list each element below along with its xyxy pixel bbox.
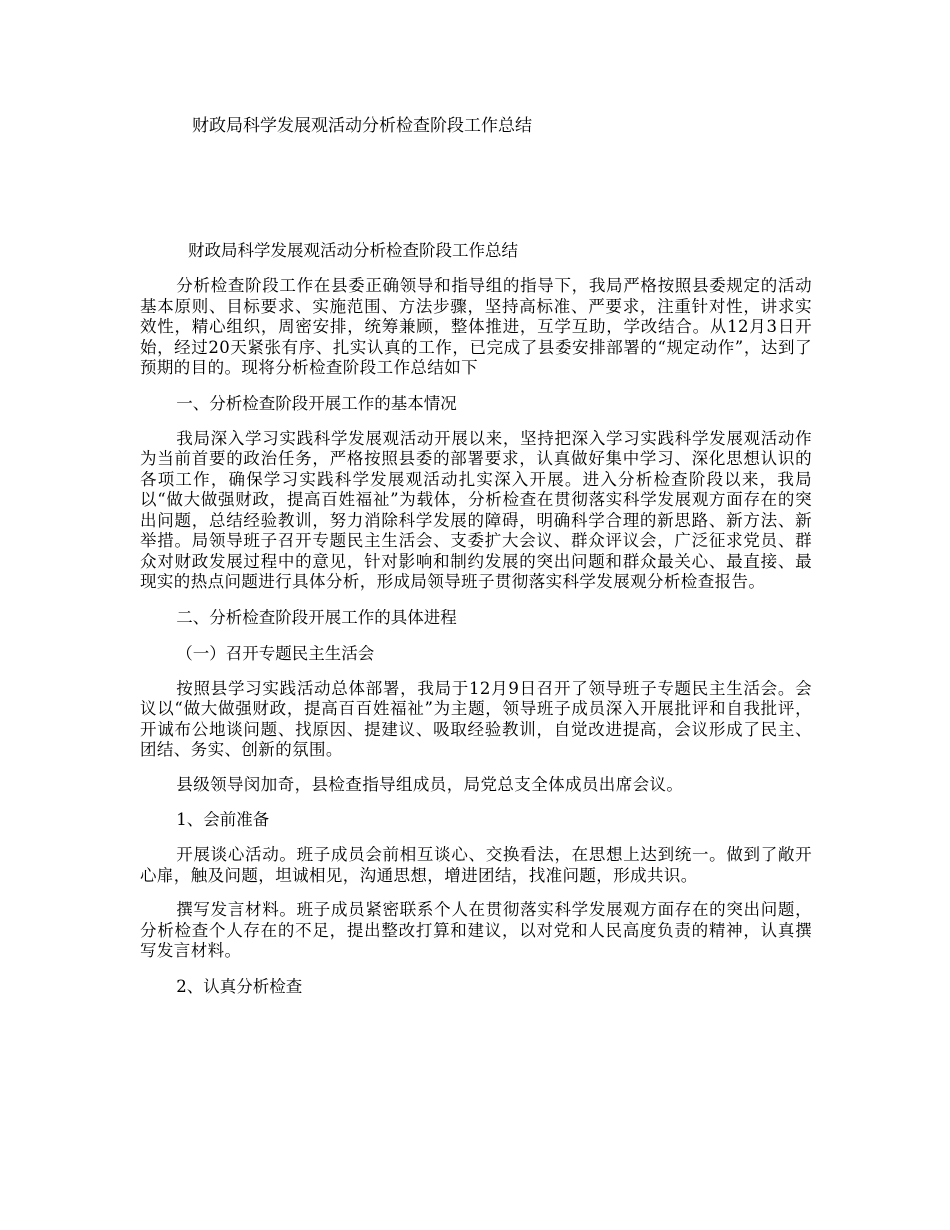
paragraph-intro: 分析检查阶段工作在县委正确领导和指导组的指导下，我局严格按照县委规定的活动基本原则、目标要求、实施范围、方法步骤，坚持高标准、严要求，注重针对性，讲求实效性，精心组织，周密安排，统筹兼顾，整体推进，互学互助，学改结合。从12月3日开始，经过20天紧张有序、扎实认真的工作，已完成了县委安排部署的“规定动作”，达到了预期的目的。现将分析检查阶段工作总结如下	[140, 276, 812, 377]
section-heading-1: 一、分析检查阶段开展工作的基本情况	[176, 393, 457, 413]
section-heading-2: 二、分析检查阶段开展工作的具体进程	[176, 607, 457, 627]
paragraph-talks: 开展谈心活动。班子成员会前相互谈心、交换看法，在思想上达到统一。做到了敞开心扉，触及问题，坦诚相见，沟通思想，增进团结，找准问题，形成共识。	[140, 845, 812, 885]
paragraph-attendees: 县级领导闵加奇，县检查指导组成员，局党总支全体成员出席会议。	[176, 774, 684, 794]
document-title: 财政局科学发展观活动分析检查阶段工作总结	[192, 116, 532, 136]
paragraph-meeting: 按照县学习实践活动总体部署，我局于12月9日召开了领导班子专题民主生活会。会议以“做大做强财政，提高百百姓福祉”为主题，领导班子成员深入开展批评和自我批评，开诚布公地谈问题、找原因、提建议、吸取经验教训，自觉改进提高，会议形成了民主、团结、务实、创新的氛围。	[140, 678, 812, 759]
item-heading-1: 1、会前准备	[176, 810, 270, 829]
document-subtitle: 财政局科学发展观活动分析检查阶段工作总结	[188, 241, 518, 260]
subsection-heading-1: （一）召开专题民主生活会	[176, 643, 375, 663]
paragraph-speech-materials: 撰写发言材料。班子成员紧密联系个人在贯彻落实科学发展观方面存在的突出问题，分析检查个人存在的不足，提出整改打算和建议，以对党和人民高度负责的精神，认真撰写发言材料。	[140, 900, 812, 960]
paragraph-basic-situation: 我局深入学习实践科学发展观活动开展以来，坚持把深入学习实践科学发展观活动作为当前首要的政治任务，严格按照县委的部署要求，认真做好集中学习、深化思想认识的各项工作，确保学习实践科学发展观活动扎实深入开展。进入分析检查阶段以来，我局以“做大做强财政，提高百姓福祉”为载体，分析检查在贯彻落实科学发展观方面存在的突出问题，总结经验教训，努力消除科学发展的障碍，明确科学合理的新思路、新方法、新举措。局领导班子召开专题民主生活会、支委扩大会议、群众评议会，广泛征求党员、群众对财政发展过程中的意见，针对影响和制约发展的突出问题和群众最关心、最直接、最现实的热点问题进行具体分析，形成局领导班子贯彻落实科学发展观分析检查报告。	[140, 428, 812, 591]
item-heading-2: 2、认真分析检查	[176, 976, 303, 996]
document-body	[140, 238, 812, 1012]
